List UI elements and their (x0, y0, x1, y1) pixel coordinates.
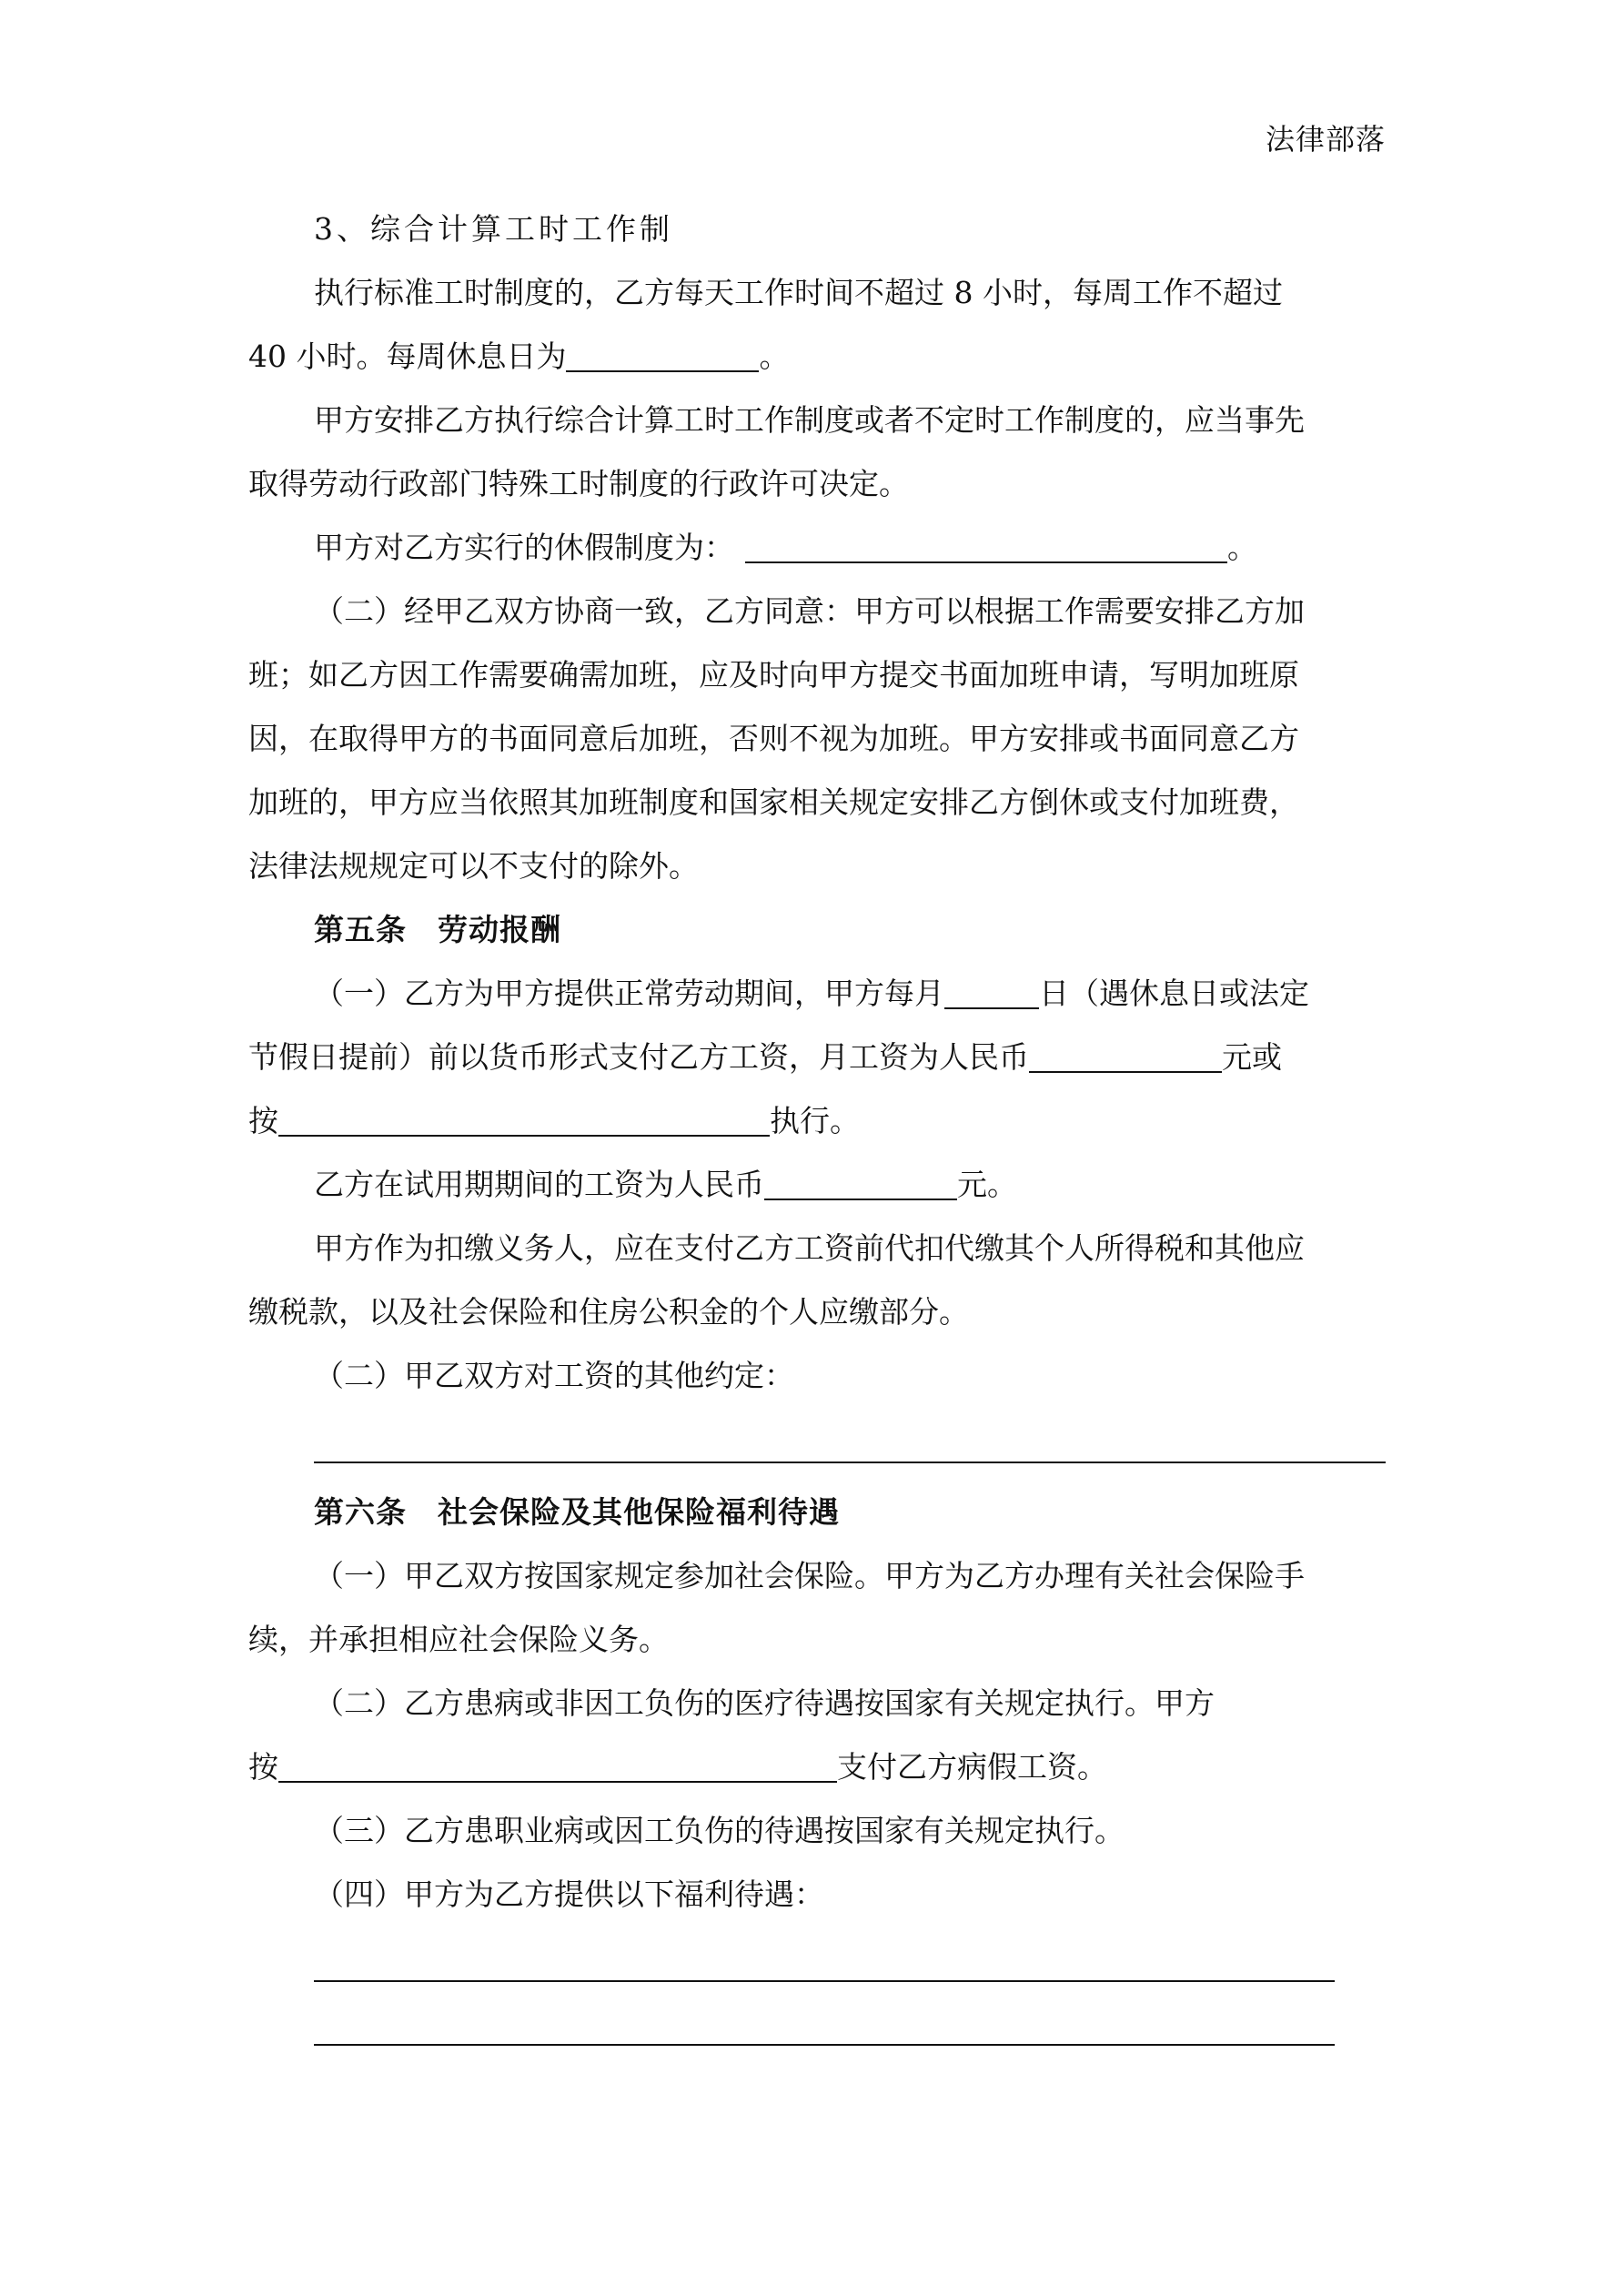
paragraph-line-monthly-salary (248, 1035, 1386, 1080)
paragraph-line-pay-day (314, 971, 1386, 1017)
fill-blank-probation-salary[interactable] (764, 1164, 957, 1200)
article-5-heading: 第五条 劳动报酬 (314, 912, 561, 947)
paragraph-line: （一）甲乙双方按国家规定参加社会保险。甲方为乙方办理有关社会保险手 (314, 1558, 1305, 1593)
fill-blank-monthly-salary[interactable] (1029, 1037, 1222, 1073)
fill-blank-sick-pay[interactable] (278, 1746, 837, 1783)
fill-line-benefits-1[interactable] (314, 1980, 1335, 1982)
text-segment: 按 (248, 1103, 278, 1138)
paragraph-line-rest-day (248, 334, 1386, 379)
text-segment: 日（遇休息日或法定 (1039, 976, 1309, 1011)
text-segment: （一）乙方为甲方提供正常劳动期间，甲方每月 (314, 976, 944, 1011)
paragraph-line: 执行标准工时制度的，乙方每天工作时间不超过 8 小时，每周工作不超过 (314, 275, 1283, 310)
text-segment: 。 (759, 339, 790, 374)
fill-line-benefits-2[interactable] (314, 2044, 1335, 2046)
section-heading-comprehensive-hours: 3、综合计算工时工作制 (314, 211, 673, 247)
text-segment: 按 (248, 1749, 278, 1785)
text-segment: 。 (1227, 530, 1257, 565)
fill-blank-leave-system[interactable] (745, 527, 1227, 563)
paragraph-line: 续，并承担相应社会保险义务。 (248, 1622, 669, 1657)
paragraph-line-salary-basis (248, 1098, 1386, 1144)
paragraph-line-leave-system (314, 525, 1386, 571)
text-segment: 40 小时。每周休息日为 (248, 339, 567, 374)
paragraph-line: （三）乙方患职业病或因工负伤的待遇按国家有关规定执行。 (314, 1813, 1125, 1848)
paragraph-line-probation-salary (314, 1162, 1386, 1208)
fill-blank-salary-basis[interactable] (278, 1100, 770, 1137)
text-segment: 节假日提前）前以货币形式支付乙方工资，月工资为人民币 (248, 1039, 1029, 1075)
fill-line-other-salary-terms[interactable] (314, 1462, 1386, 1463)
paragraph-line: （二）乙方患病或非因工负伤的医疗待遇按国家有关规定执行。甲方 (314, 1685, 1215, 1721)
paragraph-line: 班；如乙方因工作需要确需加班，应及时向甲方提交书面加班申请，写明加班原 (248, 657, 1299, 693)
text-segment: 元。 (957, 1167, 1017, 1202)
paragraph-line: 因，在取得甲方的书面同意后加班，否则不视为加班。甲方安排或书面同意乙方 (248, 721, 1299, 756)
paragraph-line: （二）甲乙双方对工资的其他约定： (314, 1358, 794, 1393)
paragraph-line: 甲方安排乙方执行综合计算工时工作制度或者不定时工作制度的，应当事先 (314, 402, 1305, 438)
text-segment: 元或 (1222, 1039, 1282, 1075)
paragraph-line: （二）经甲乙双方协商一致，乙方同意：甲方可以根据工作需要安排乙方加 (314, 593, 1305, 629)
fill-blank-rest-day[interactable] (566, 336, 759, 372)
paragraph-line: （四）甲方为乙方提供以下福利待遇： (314, 1876, 824, 1912)
paragraph-line: 缴税款，以及社会保险和住房公积金的个人应缴部分。 (248, 1294, 969, 1330)
paragraph-line: 法律法规规定可以不支付的除外。 (248, 848, 699, 884)
paragraph-line-sick-pay (248, 1745, 1386, 1790)
fill-blank-pay-day[interactable] (944, 973, 1039, 1009)
text-segment: 支付乙方病假工资。 (837, 1749, 1107, 1785)
paragraph-line: 加班的，甲方应当依照其加班制度和国家相关规定安排乙方倒休或支付加班费， (248, 784, 1299, 820)
text-segment: 乙方在试用期期间的工资为人民币 (314, 1167, 764, 1202)
paragraph-line: 甲方作为扣缴义务人，应在支付乙方工资前代扣代缴其个人所得税和其他应 (314, 1230, 1305, 1266)
header-brand: 法律部落 (1265, 122, 1386, 157)
text-segment: 执行。 (770, 1103, 860, 1138)
text-segment: 甲方对乙方实行的休假制度为： (314, 530, 734, 565)
paragraph-line: 取得劳动行政部门特殊工时制度的行政许可决定。 (248, 466, 909, 501)
article-6-heading: 第六条 社会保险及其他保险福利待遇 (314, 1494, 840, 1530)
